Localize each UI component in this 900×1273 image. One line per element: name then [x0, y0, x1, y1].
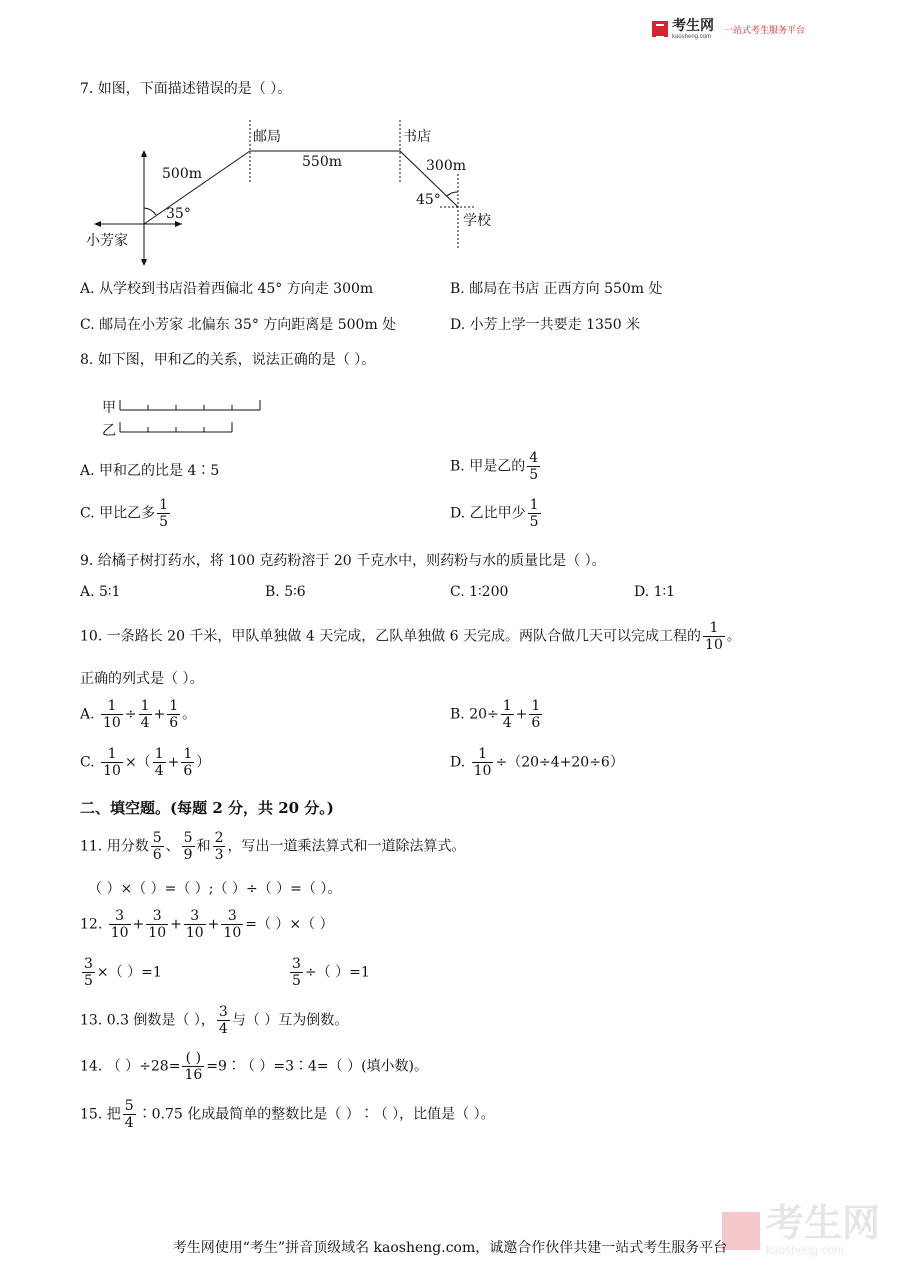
denominator: 5: [84, 973, 93, 990]
denominator: 4: [124, 1115, 134, 1132]
denominator: 6: [183, 763, 193, 780]
brand-name: 考生网: [672, 17, 714, 33]
q8-option-d-text: D. 乙比甲少: [450, 505, 526, 522]
q8-stem: 8. 如下图，甲和乙的关系，说法正确的是（ ）。: [80, 352, 376, 368]
q11-text: ，写出一道乘法算式和一道除法算式。: [227, 838, 466, 855]
label-school: 学校: [463, 213, 491, 229]
q7-stem: 7. 如图，下面描述错误的是（ ）。: [80, 81, 292, 97]
fraction: [472, 746, 494, 779]
numerator: 1: [159, 497, 169, 513]
fraction: [182, 830, 195, 863]
brand-sub: kaosheng.com: [672, 34, 712, 40]
fraction: [527, 450, 540, 483]
q10-stem-text: 10. 一条路长 20 千米，甲队单独做 4 天完成，乙队单独做 6 天完成。两队合做几天可以完成工程的: [80, 628, 702, 645]
denominator: 6: [531, 715, 541, 732]
denominator: 6: [152, 847, 162, 864]
header-slogan: 一站式考生服务平台: [724, 24, 806, 35]
label-bookstore: 书店: [403, 129, 431, 145]
q12-line2-b: [288, 956, 370, 989]
fraction: [290, 956, 303, 989]
denominator: 10: [103, 763, 121, 780]
q9-option-b[interactable]: B. 5∶6: [265, 584, 306, 600]
fraction: [221, 908, 243, 941]
answer-blanks[interactable]: =（ ）×（ ）: [245, 916, 334, 933]
denominator: 5: [159, 514, 169, 531]
question-number: 12.: [80, 916, 103, 933]
denominator: 10: [223, 925, 242, 942]
route-home-to-post: [144, 151, 250, 224]
label-post-office: 邮局: [253, 129, 281, 145]
denominator: 10: [103, 715, 121, 732]
denominator: 5: [529, 467, 539, 484]
numerator: 5: [152, 830, 162, 846]
denominator: 9: [183, 847, 193, 864]
q9-option-c[interactable]: C. 1∶200: [450, 584, 509, 600]
numerator: 1: [154, 746, 164, 762]
denominator: 4: [154, 763, 164, 780]
punctuation: 。: [182, 706, 197, 723]
jia-bar: [120, 400, 260, 410]
q10-option-b[interactable]: [450, 698, 544, 731]
label-home: 小芳家: [86, 233, 128, 249]
operator: +: [132, 916, 145, 933]
numerator: 3: [146, 908, 168, 925]
q8-option-b[interactable]: [450, 450, 542, 483]
numerator: 3: [109, 908, 131, 925]
q11-answer-line[interactable]: （ ）×（ ）=（ ）;（ ）÷（ ）=（ ）。: [88, 881, 342, 897]
operator: ×（: [124, 754, 151, 771]
q8-option-b-text: B. 甲是乙的: [450, 458, 526, 475]
q15: [80, 1098, 495, 1131]
label-distance-300: 300m: [426, 158, 466, 174]
fraction: [182, 1050, 204, 1083]
q9-stem: 9. 给橘子树打药水，将 100 克药粉溶于 20 千克水中，则药粉与水的质量比是（ ）。: [80, 553, 606, 569]
angle-arc-45: [447, 192, 458, 196]
denominator: 10: [148, 925, 167, 942]
section-2-title: 二、填空题。(每题 2 分，共 20 分。): [80, 799, 334, 817]
denominator: 10: [705, 637, 723, 654]
numerator: 1: [183, 746, 193, 762]
fraction: [213, 830, 226, 863]
q12-expression: [80, 908, 334, 941]
fraction: [82, 956, 95, 989]
numerator: 4: [529, 450, 539, 466]
q14: [80, 1050, 428, 1083]
q8-option-d[interactable]: [450, 497, 543, 530]
numerator: 1: [472, 746, 494, 763]
numerator: 3: [292, 956, 301, 972]
q13-text[interactable]: 与（ ）互为倒数。: [231, 1012, 349, 1029]
denominator: 4: [140, 715, 150, 732]
answer-blanks[interactable]: ×（ ）=1: [96, 964, 162, 981]
numerator: 1: [140, 698, 150, 714]
q8-label-jia: 甲: [102, 400, 116, 416]
expression: ÷（20÷4+20÷6）: [495, 754, 624, 771]
label-angle-45: 45°: [416, 192, 441, 208]
q7-option-a[interactable]: A. 从学校到书店沿着西偏北 45° 方向走 300m: [80, 281, 374, 297]
operator: +: [153, 706, 166, 723]
fraction: [109, 908, 131, 941]
denominator: 16: [184, 1067, 203, 1084]
denominator: 4: [218, 1021, 228, 1038]
fraction: [181, 746, 194, 779]
q13: [80, 1004, 348, 1037]
fraction: [529, 698, 542, 731]
q10-stem: [80, 620, 741, 653]
fraction: [101, 698, 123, 731]
kaosheng-logo-icon: [652, 21, 668, 37]
watermark-sub: kaosheng.com: [765, 1243, 845, 1257]
q11-text: 11. 用分数: [80, 838, 149, 855]
numerator: 1: [531, 698, 541, 714]
option-label: B. 20÷: [450, 706, 499, 723]
denominator: 4: [502, 715, 512, 732]
fraction: [528, 497, 541, 530]
footer-text: 考生网使用“考生”拼音顶级域名 kaosheng.com，诚邀合作伙伴共建一站式考生服务平台: [172, 1240, 728, 1256]
numerator: 3: [218, 1004, 228, 1020]
q10-option-d[interactable]: [450, 746, 624, 779]
q10-option-a[interactable]: [80, 698, 196, 731]
label-distance-500: 500m: [162, 166, 202, 182]
watermark-text: 考生网: [765, 1203, 880, 1245]
label-distance-550: 550m: [302, 154, 342, 170]
q14-text[interactable]: =9∶（ ）=3∶4=（ ）(填小数)。: [206, 1058, 429, 1075]
q10-option-c[interactable]: [80, 746, 210, 779]
numerator: 1: [529, 497, 539, 513]
numerator: 5: [183, 830, 193, 846]
q12-line2-a: [80, 956, 162, 989]
q8-label-yi: 乙: [102, 423, 116, 439]
header-logo: [652, 18, 805, 40]
punctuation: ）: [196, 754, 211, 771]
numerator: 3: [184, 908, 206, 925]
operator: ÷: [124, 706, 137, 723]
fraction: [139, 698, 152, 731]
brand-block: [672, 18, 714, 40]
option-label: C.: [80, 754, 95, 771]
numerator: 1: [169, 698, 179, 714]
separator: 和: [196, 838, 211, 855]
option-label: A.: [80, 706, 95, 723]
label-angle-35: 35°: [166, 206, 191, 222]
q8-option-c[interactable]: [80, 497, 172, 530]
operator: +: [515, 706, 528, 723]
q15-text: 15. 把: [80, 1106, 121, 1123]
west-arrow-icon: [94, 221, 101, 227]
denominator: 10: [185, 925, 204, 942]
answer-blanks[interactable]: ÷（ ）=1: [304, 964, 370, 981]
operator: +: [167, 754, 180, 771]
numerator: 1: [502, 698, 512, 714]
numerator: 2: [214, 830, 224, 846]
operator: +: [207, 916, 220, 933]
q13-text[interactable]: 13. 0.3 倒数是（ ），: [80, 1012, 215, 1029]
angle-arc-35: [144, 208, 156, 215]
option-label: D.: [450, 754, 466, 771]
fraction: [101, 746, 123, 779]
q8-segment-diagram: [118, 398, 268, 438]
q7-option-c[interactable]: C. 邮局在小芳家 北偏东 35° 方向距离是 500m 处: [80, 317, 397, 333]
fraction: [153, 746, 166, 779]
operator: +: [170, 916, 182, 933]
q11-stem: [80, 830, 465, 863]
fraction: [217, 1004, 230, 1037]
fraction: [501, 698, 514, 731]
fraction: [703, 620, 725, 653]
q10-stem-end: 。: [726, 628, 741, 645]
north-arrow-icon: [141, 150, 147, 157]
separator: 、: [165, 838, 180, 855]
numerator: 3: [84, 956, 93, 972]
denominator: 5: [529, 514, 539, 531]
numerator: 3: [221, 908, 243, 925]
q14-text[interactable]: 14. （ ）÷28=: [80, 1058, 181, 1075]
numerator: 1: [101, 746, 123, 763]
denominator: 6: [169, 715, 179, 732]
q8-option-a[interactable]: A. 甲和乙的比是 4∶5: [80, 463, 220, 479]
fraction: [146, 908, 168, 941]
numerator: 1: [703, 620, 725, 637]
q15-text[interactable]: ∶0.75 化成最简单的整数比是（ ）∶（ ），比值是（ ）。: [137, 1106, 495, 1123]
denominator: 5: [292, 973, 301, 990]
fraction: [167, 698, 180, 731]
q10-stem-line2: 正确的列式是（ ）。: [80, 671, 204, 687]
q8-option-c-text: C. 甲比乙多: [80, 505, 156, 522]
south-arrow-icon: [141, 259, 147, 266]
fraction: [184, 908, 206, 941]
yi-bar: [120, 422, 232, 432]
q7-option-b[interactable]: B. 邮局在书店 正西方向 550m 处: [450, 281, 663, 297]
denominator: 3: [214, 847, 224, 864]
q9-option-a[interactable]: A. 5∶1: [80, 584, 121, 600]
fraction: [123, 1098, 136, 1131]
fraction: [151, 830, 164, 863]
fraction: [157, 497, 170, 530]
numerator: ( ): [182, 1050, 204, 1067]
denominator: 10: [473, 763, 492, 780]
numerator: 5: [124, 1098, 134, 1114]
q9-option-d[interactable]: D. 1∶1: [634, 584, 676, 600]
q7-option-d[interactable]: D. 小芳上学一共要走 1350 米: [450, 317, 641, 333]
q7-route-diagram: [80, 112, 520, 272]
numerator: 1: [101, 698, 123, 715]
denominator: 10: [110, 925, 129, 942]
